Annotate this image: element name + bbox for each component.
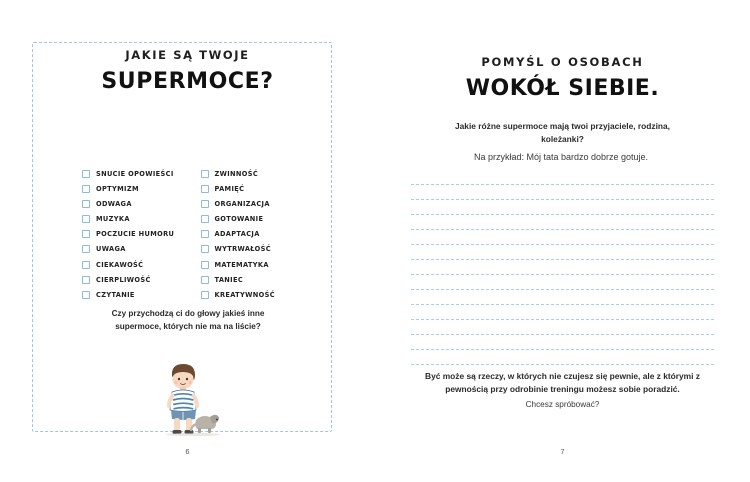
checklist-item[interactable]: [82, 183, 179, 194]
checklist-label: WYTRWAŁOŚĆ: [214, 245, 271, 254]
left-page-number: 6: [185, 447, 190, 456]
checkbox-icon[interactable]: [201, 245, 209, 253]
checklist-column-1: [82, 168, 179, 301]
boy-with-dog-illustration: [148, 360, 234, 436]
checkbox-icon[interactable]: [82, 185, 90, 193]
checklist-item[interactable]: [201, 183, 298, 194]
writing-line[interactable]: [411, 350, 714, 365]
checkbox-icon[interactable]: [82, 200, 90, 208]
checklist-label: POCZUCIE HUMORU: [96, 230, 175, 239]
checklist-label: ORGANIZACJA: [214, 199, 270, 208]
checklist-label: UWAGA: [96, 245, 126, 254]
checklist-item[interactable]: [82, 168, 179, 179]
checkbox-icon[interactable]: [82, 170, 90, 178]
right-footer-subtext: Chcesz spróbować?: [525, 400, 600, 409]
checklist-label: MUZYKA: [96, 215, 130, 224]
checklist-item[interactable]: [201, 274, 298, 285]
writing-line[interactable]: [411, 230, 714, 245]
writing-line[interactable]: [411, 185, 714, 200]
right-footer-text: Być może są rzeczy, w których nie czujesz się pewnie, ale z którymi z pewnością przy odrobinie treningu możesz sobie poradzić.: [425, 371, 700, 395]
right-page: [375, 0, 750, 482]
right-page-number: 7: [560, 447, 565, 456]
writing-line[interactable]: [411, 275, 714, 290]
left-title-block: [0, 48, 375, 94]
checklist-item[interactable]: [82, 229, 179, 240]
right-intro-text: Jakie różne supermoce mają twoi przyjaciele, rodzina, koleżanki?: [454, 121, 671, 145]
checkbox-icon[interactable]: [201, 200, 209, 208]
checkbox-icon[interactable]: [82, 215, 90, 223]
checklist-label: MATEMATYKA: [214, 260, 269, 269]
right-example-text: Na przykład: Mój tata bardzo dobrze gotuje.: [473, 152, 649, 162]
checklist-label: TANIEC: [214, 275, 244, 284]
writing-line[interactable]: [411, 245, 714, 260]
checklist-item[interactable]: [82, 244, 179, 255]
checklist-label: PAMIĘĆ: [214, 184, 245, 193]
writing-lines[interactable]: [411, 170, 714, 365]
checklist-item[interactable]: [82, 274, 179, 285]
checkbox-icon[interactable]: [201, 170, 209, 178]
right-title-small: POMYŚL O OSOBACH: [481, 55, 644, 69]
checklist-item[interactable]: [82, 198, 179, 209]
checkbox-icon[interactable]: [82, 261, 90, 269]
checklist-item[interactable]: [201, 198, 298, 209]
checklist-label: ADAPTACJA: [214, 230, 260, 239]
checkbox-icon[interactable]: [201, 276, 209, 284]
checklist-item[interactable]: [201, 290, 298, 301]
checklist-label: CIERPLIWOŚĆ: [96, 275, 151, 284]
right-title-big: WOKÓŁ SIEBIE.: [465, 76, 660, 101]
checklist-item[interactable]: [201, 244, 298, 255]
checklist-item[interactable]: [82, 214, 179, 225]
writing-line[interactable]: [411, 305, 714, 320]
writing-line[interactable]: [411, 335, 714, 350]
checklist-label: KREATYWNOŚĆ: [214, 291, 275, 299]
checklist-label: CIEKAWOŚĆ: [96, 260, 144, 269]
writing-line[interactable]: [411, 215, 714, 230]
checklist-item[interactable]: [201, 168, 298, 179]
checklist-label: ZWINNOŚĆ: [214, 169, 259, 178]
checkbox-icon[interactable]: [82, 276, 90, 284]
checklist-label: CZYTANIE: [96, 291, 135, 299]
checkbox-icon[interactable]: [201, 215, 209, 223]
left-question-text: Czy przychodzą ci do głowy jakieś inne supermoce, których nie ma na liście?: [111, 309, 265, 331]
checkbox-icon[interactable]: [201, 185, 209, 193]
writing-line[interactable]: [411, 260, 714, 275]
checklist-item[interactable]: [82, 290, 179, 301]
checklist-item[interactable]: [201, 229, 298, 240]
checkbox-icon[interactable]: [201, 261, 209, 269]
checklist-label: SNUCIE OPOWIEŚCI: [96, 169, 174, 178]
writing-line[interactable]: [411, 320, 714, 335]
checklist-label: OPTYMIZM: [96, 184, 139, 193]
checkbox-icon[interactable]: [201, 230, 209, 238]
checklist-item[interactable]: [201, 259, 298, 270]
checkbox-icon[interactable]: [82, 245, 90, 253]
left-title-small: JAKIE SĄ TWOJE: [125, 48, 250, 62]
checklist-column-2: [201, 168, 298, 301]
checkbox-icon[interactable]: [82, 291, 90, 299]
checklist-label: GOTOWANIE: [214, 215, 264, 224]
checklist-item[interactable]: [201, 214, 298, 225]
left-title-big: SUPERMOCE?: [101, 69, 274, 94]
checklist-label: ODWAGA: [96, 199, 132, 208]
supermoce-checklist: [82, 168, 297, 301]
writing-line[interactable]: [411, 200, 714, 215]
writing-line[interactable]: [411, 170, 714, 185]
checklist-item[interactable]: [82, 259, 179, 270]
checkbox-icon[interactable]: [201, 291, 209, 299]
checkbox-icon[interactable]: [82, 230, 90, 238]
writing-line[interactable]: [411, 290, 714, 305]
